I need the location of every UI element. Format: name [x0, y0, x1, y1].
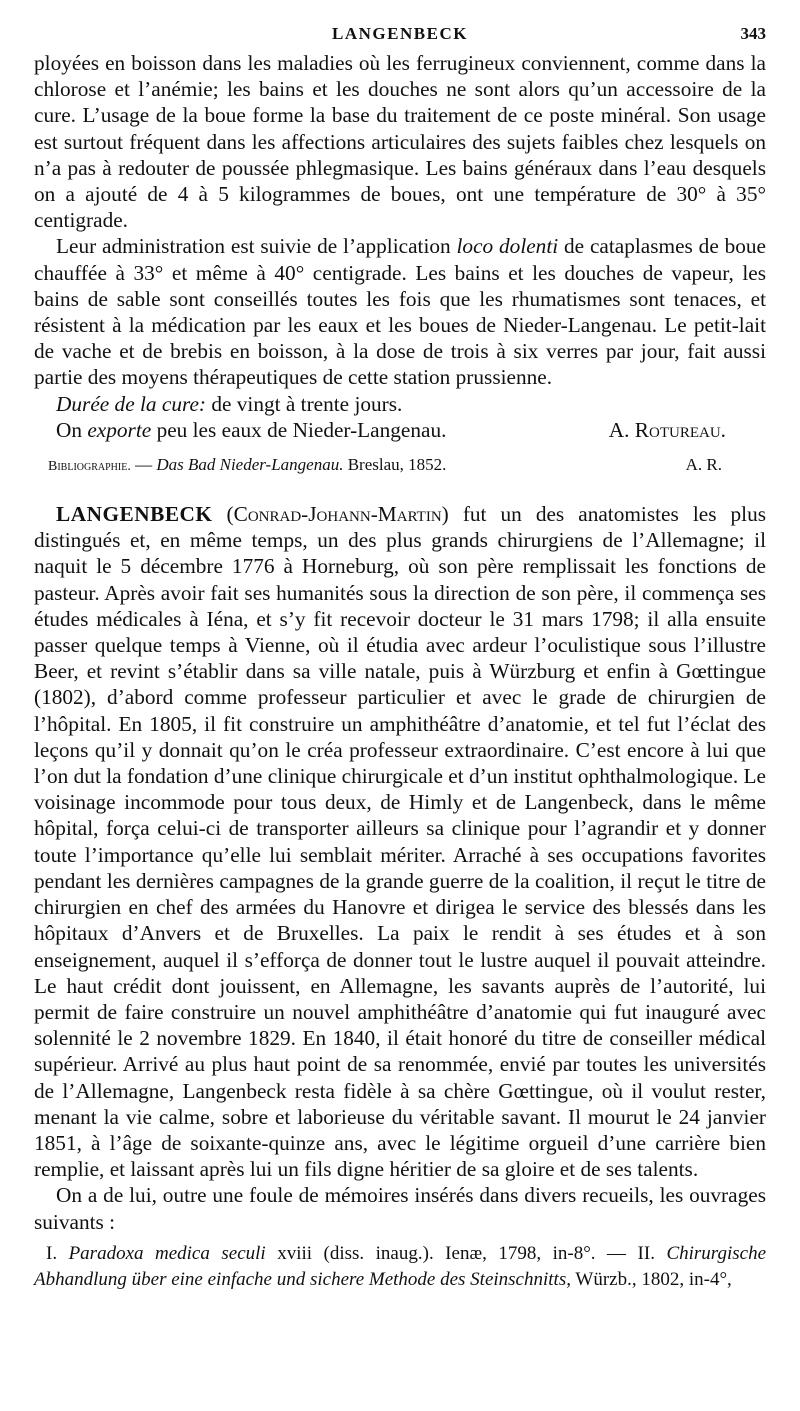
author-signature: A. Rotureau.	[608, 417, 726, 442]
export-signature-line	[34, 417, 766, 443]
export-sentence	[56, 417, 446, 443]
paragraph: ployées en boisson dans les maladies où les ferrugineux conviennent, comme dans la chlorose et l’anémie; les bains et les douches ne sont alors qu’un accessoire de la cure. L’usage de la boue forme la base du traitement de ce poste minéral. Son usage est surtout fréquent dans les affections articulaires des sujets faibles chez lesquels on n’a pas à redouter de poussée phlegmasique. Les bains généraux dans l’eau desquels on a ajouté de 4 à 5 kilogrammes de boues, ont une température de 30° à 35° centigrade.	[34, 51, 766, 233]
text-run: peu les eaux de Nieder-Langenau.	[156, 417, 447, 442]
bibliography-label: Bibliographie.	[48, 459, 131, 475]
text-run: Leur administration est suivie de l’application	[56, 234, 451, 259]
text-run: (	[226, 502, 234, 527]
running-header	[34, 24, 766, 50]
work-details: Würzb., 1802, in-4°,	[575, 1268, 732, 1290]
work-number: I.	[46, 1242, 58, 1264]
work-title: Chirurgische Abhandlung über eine einfache und sichere Methode des Steinschnitts,	[34, 1242, 767, 1290]
entry-headword: LANGENBECK	[56, 502, 213, 527]
italic-phrase: loco dolenti	[456, 234, 559, 259]
bibliography-text	[48, 453, 446, 479]
work-details: xviii (diss. inaug.). Ienæ, 1798, in-8°. — II.	[277, 1242, 655, 1264]
italic-word: exporte	[87, 417, 152, 442]
paragraph-duration	[34, 391, 766, 417]
text-run: de cataplasmes de boue chauffée à 33° et même à 40° centigrade. Les bains et les douches de vapeur, les bains de sable sont conseillés toutes les fois que les rhumatismes sont tenaces, et résistent à la médication par les eaux et les boues de Nieder-Langenau. Le petit-lait de vache et de brebis en boisson, à la dose de trois à six verres par jour, fait aussi partie des moyens thérapeutiques de cette station prussienne.	[34, 234, 767, 390]
text-run: —	[135, 455, 153, 475]
entry-langenbeck	[34, 501, 766, 1293]
works-intro: On a de lui, outre une foule de mémoires insérés dans divers recueils, les ouvrages suivants :	[34, 1183, 766, 1234]
work-title: Paradoxa medica seculi	[68, 1242, 266, 1264]
works-list	[34, 1241, 766, 1293]
text-run: )	[441, 502, 449, 527]
bibliography-initials: A. R.	[685, 455, 722, 475]
document-page	[34, 24, 766, 1293]
paragraph	[34, 233, 766, 390]
page-number: 343	[740, 24, 766, 43]
italic-label: Durée de la cure:	[56, 391, 207, 416]
bibliography-place: Breslau, 1852.	[347, 455, 447, 475]
text-run: On	[56, 417, 83, 442]
biography-text: fut un des anatomistes les plus distingués et, en même temps, un des plus grands chirurgiens de l’Allemagne; il naquit le 5 décembre 1776 à Horneburg, où son père remplissait les fonctions de pasteur. Après avoir fait ses humanités sous la direction de son père, il commença ses études médicales à Iéna, et s’y fit recevoir docteur le 31 mars 1798; il alla ensuite passer quelque temps à Vienne, où il étudia avec ardeur l’oculistique sous l’illustre Beer, et revint s’établir dans sa ville natale, puis à Würzburg et enfin à Gœttingue (1802), d’abord comme professeur particulier et avec le grade de chirurgien de l’hôpital. En 1805, il fit construire un amphithéâtre d’anatomie, et tel fut l’éclat des leçons qu’il y donnait qu’on le créa professeur extraordinaire. C’est encore à lui que l’on dut la fondation d’une clinique chirurgicale et d’un institut ophthalmologique. Le voisinage incommode pour tous deux, de Himly et de Langenbeck, dans le même hôpital, força celui-ci de transporter ailleurs sa clinique pour l’agrandir et y donner toute l’importance qu’elle lui semblait mériter. Arraché à ses occupations favorites pendant les dernières campagnes de la grande guerre de la coalition, il reçut le titre de chirurgien en chef des armées du Hanovre et dirigea le service des blessés dans les hôpitaux d’Anvers et de Bruxelles. La paix le rendit à ses études et à son enseignement, auquel il s’efforça de donner tout le lustre auquel il pouvait atteindre. Le haut crédit dont jouissent, en Allemagne, les savants auprès de l’autorité, lui permit de faire construire un nouvel amphithéâtre d’anatomie qui fut inauguré avec solennité le 2 novembre 1829. En 1840, il était honoré du titre de conseiller médical supérieur. Arrivé au plus haut point de sa renommée, envié par toutes les universités de l’Allemagne, Langenbeck resta fidèle à sa chère Gœttingue, où il voulut rester, menant la vie calme, sobre et laborieuse du véritable savant. Il mourut le 24 janvier 1851, à l’âge de soixante-quinze ans, avec le légitime orgueil d’une carrière bien remplie, et laissant après lui un fils digne héritier de sa gloire et de ses talents.	[34, 502, 767, 1182]
bibliography-line	[34, 453, 766, 479]
entry-body	[34, 501, 766, 1182]
text-run: de vingt à trente jours.	[211, 391, 403, 416]
given-names: Conrad-Johann-Martin	[233, 502, 442, 527]
running-title: LANGENBECK	[332, 24, 468, 43]
bibliography-title: Das Bad Nieder-Langenau.	[156, 455, 344, 475]
